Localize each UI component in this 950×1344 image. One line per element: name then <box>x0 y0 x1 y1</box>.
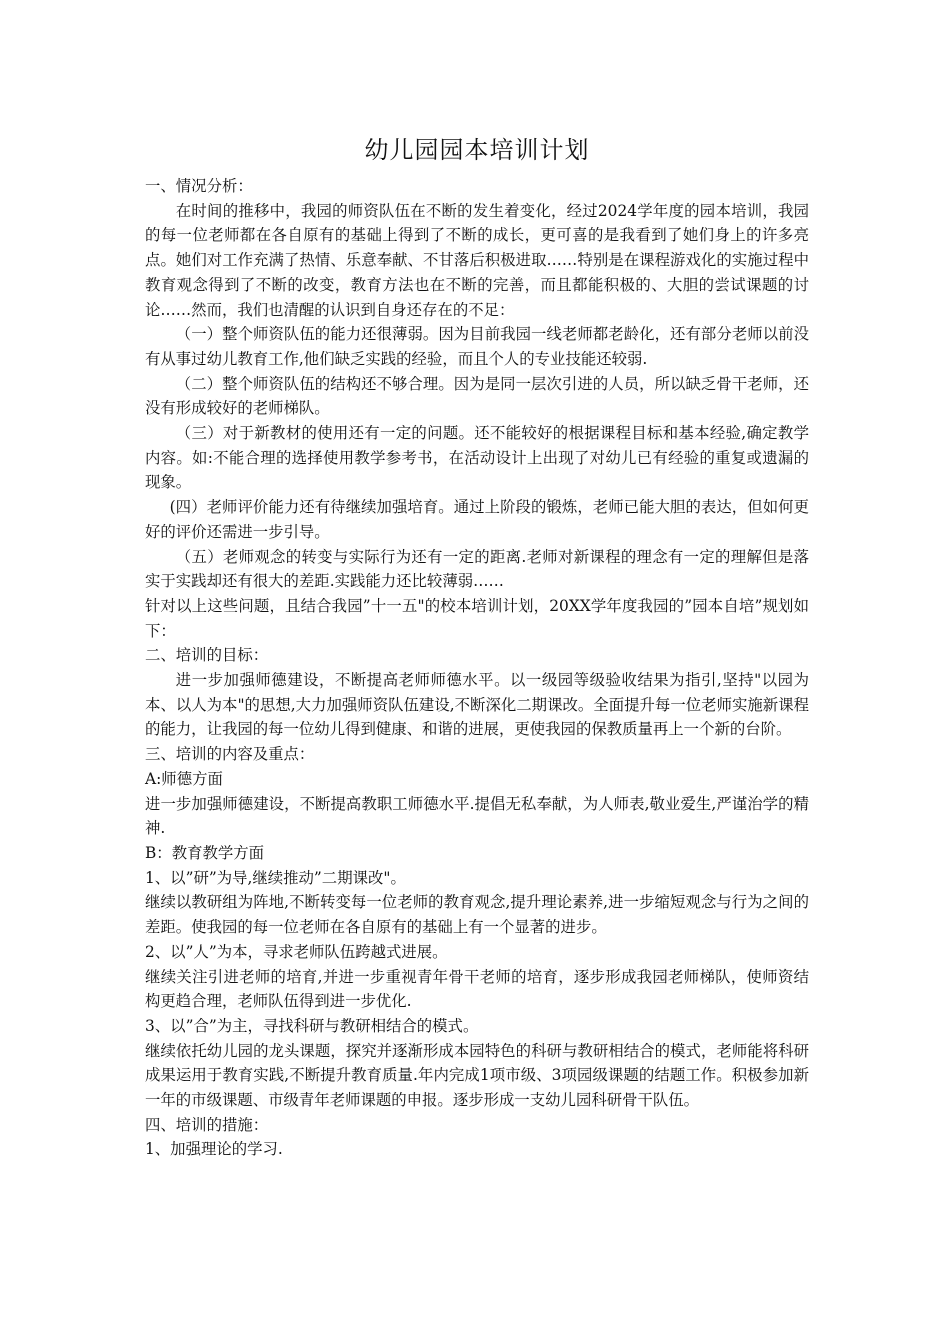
heading-situation-analysis: 一、情况分析： <box>145 177 253 195</box>
document-title: 幼儿园园本培训计划 <box>364 136 590 164</box>
paragraph-people-oriented: 继续关注引进老师的培育,并进一步重视青年骨干老师的培育，逐步形成我园老师梯队，使师资结构更趋合理，老师队伍得到进一步优化. <box>145 967 809 1011</box>
paragraph-ethics: 进一步加强师德建设，不断提高教职工师德水平.提倡无私奉献，为人师表,敬业爱生,严谨治学的精神. <box>145 794 809 838</box>
document-page <box>145 130 809 1162</box>
heading-training-goals: 二、培训的目标： <box>145 646 269 665</box>
heading-content-focus: 三、培训的内容及重点： <box>145 745 315 764</box>
item-research-guide: 1、以”研”为导,继续推动”二期课改"。 <box>145 868 406 887</box>
paragraph-issue-3: （三）对于新教材的使用还有一定的问题。还不能较好的根据课程目标和基本经验,确定教学内容。如:不能合理的选择使用教学参考书，在活动设计上出现了对幼儿已有经验的重复或遗漏的现象。 <box>145 424 809 492</box>
paragraph-combination: 继续依托幼儿园的龙头课题，探究并逐渐形成本园特色的科研与教研相结合的模式，老师能将科研成果运用于教育实践,不断提升教育质量.年内完成1项市级、3项园级课题的结题工作。积极参加新一年的市级课题、市级青年老师课题的申报。逐步形成一支幼儿园科研骨干队伍。 <box>145 1041 809 1110</box>
paragraph-issue-5: （五）老师观念的转变与实际行为还有一定的距离.老师对新课程的理念有一定的理解但是落实于实践却还有很大的差距.实践能力还比较薄弱…… <box>145 547 809 591</box>
paragraph-goals: 进一步加强师德建设，不断提高老师师德水平。以一级园等级验收结果为指引,坚持"以园为本、以人为本"的思想,大力加强师资队伍建设,不断深化二期课改。全面提升每一位老师实施新课程的能力，让我园的每一位幼儿得到健康、和谐的进展，更使我园的保教质量再上一个新的台阶。 <box>145 671 809 739</box>
subheading-ethics: A:师德方面 <box>145 769 223 788</box>
paragraph-research-guide: 继续以教研组为阵地,不断转变每一位老师的教育观念,提升理论素养,进一步缩短观念与行为之间的差距。使我园的每一位老师在各自原有的基础上有一个显著的进步。 <box>145 893 809 937</box>
document-body <box>145 174 809 1162</box>
subheading-teaching: B：教育教学方面 <box>145 843 265 862</box>
item-people-oriented: 2、以”人”为本，寻求老师队伍跨越式进展。 <box>145 942 448 961</box>
paragraph-plan-lead: 针对以上这些问题，且结合我园”十一五"的校本培训计划，20XX学年度我园的”园本自培”规划如下： <box>145 596 809 640</box>
paragraph-intro: 在时间的推移中，我园的师资队伍在不断的发生着变化，经过2024学年度的园本培训，我园的每一位老师都在各自原有的基础上得到了不断的成长，更可喜的是我看到了她们身上的许多亮点。她们对工作充满了热情、乐意奉献、不甘落后积极进取……特别是在课程游戏化的实施过程中教育观念得到了不断的改变，教育方法也在不断的完善，而且都能积极的、大胆的尝试课题的讨论……然而，我们也清醒的认识到自身还存在的不足： <box>145 201 809 319</box>
paragraph-issue-2: （二）整个师资队伍的结构还不够合理。因为是同一层次引进的人员，所以缺乏骨干老师，还没有形成较好的老师梯队。 <box>145 374 809 418</box>
item-combination: 3、以”合”为主，寻找科研与教研相结合的模式。 <box>145 1016 479 1035</box>
item-theory-study: 1、加强理论的学习. <box>145 1140 283 1159</box>
paragraph-issue-4: (四）老师评价能力还有待继续加强培育。通过上阶段的锻炼，老师已能大胆的表达，但如何更好的评价还需进一步引导。 <box>145 498 809 541</box>
paragraph-issue-1: （一）整个师资队伍的能力还很薄弱。因为目前我园一线老师都老龄化，还有部分老师以前没有从事过幼儿教育工作,他们缺乏实践的经验，而且个人的专业技能还较弱. <box>145 325 809 368</box>
heading-measures: 四、培训的措施： <box>145 1115 269 1134</box>
